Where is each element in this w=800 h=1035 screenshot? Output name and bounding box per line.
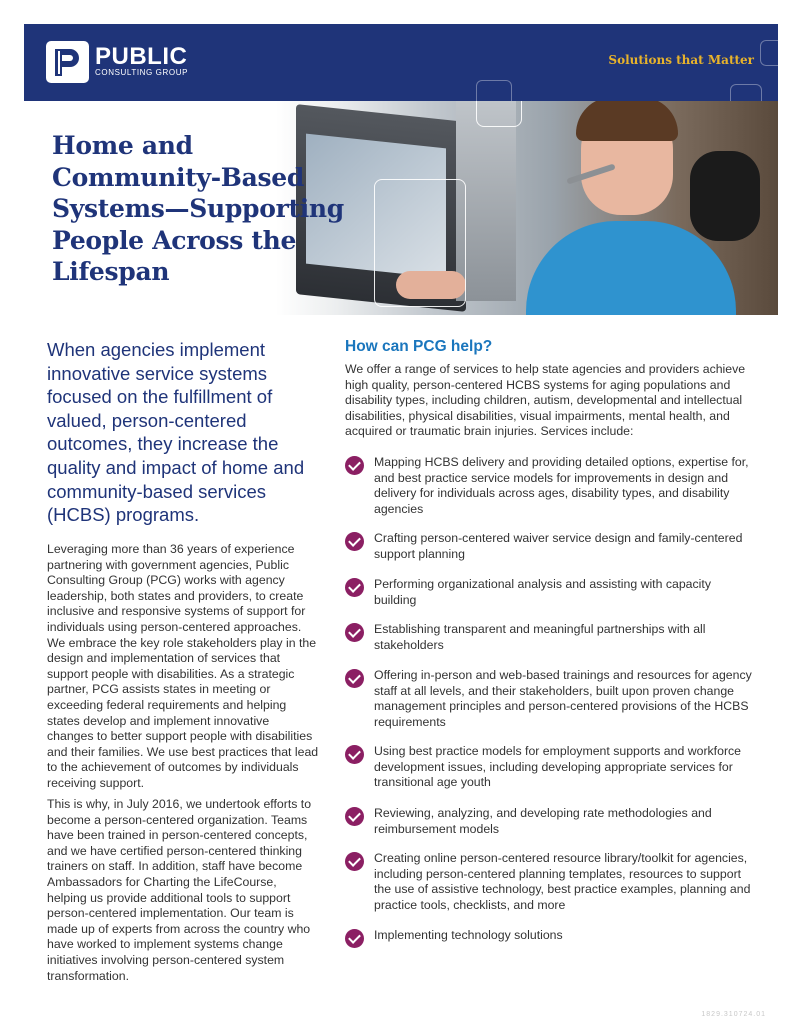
checkmark-icon — [345, 578, 364, 597]
list-item — [345, 622, 755, 653]
list-item — [345, 455, 755, 517]
checkmark-icon — [345, 929, 364, 948]
service-text: Reviewing, analyzing, and developing rate methodologies and reimbursement models — [374, 806, 712, 836]
person-hair — [576, 101, 678, 141]
decorative-frame — [476, 101, 522, 127]
pcg-logo-icon — [46, 41, 89, 83]
decorative-frame — [476, 80, 512, 101]
list-item — [345, 531, 755, 562]
checkmark-icon — [345, 807, 364, 826]
service-text: Mapping HCBS delivery and providing detailed options, expertise for, and best practice service models for improvements in design and delivery for individuals across ages, disability types, and disability agencies — [374, 455, 749, 516]
list-item — [345, 668, 755, 730]
pcg-logo — [46, 41, 188, 83]
logo-subtitle: CONSULTING GROUP — [95, 68, 189, 77]
title-line: Community-Based — [52, 162, 305, 192]
decorative-frame — [760, 40, 778, 66]
service-text: Implementing technology solutions — [374, 928, 563, 942]
checkmark-icon — [345, 532, 364, 551]
decorative-frame — [374, 179, 466, 307]
list-item — [345, 928, 755, 948]
title-line: Lifespan — [52, 257, 170, 287]
list-item — [345, 577, 755, 608]
decorative-frame — [730, 84, 762, 101]
service-text: Offering in-person and web-based trainings and resources for agency staff at all levels, and their stakeholders, built upon proven change management principles and person-centered provisions of the HCBS requirements — [374, 668, 752, 729]
service-text: Performing organizational analysis and assisting with capacity building — [374, 577, 711, 607]
document-code: 1829.310724.01 — [701, 1011, 766, 1018]
service-text: Using best practice models for employment supports and workforce development issues, including developing appropriate services for transitional age youth — [374, 744, 742, 790]
page-title — [52, 130, 352, 288]
checkmark-icon — [345, 852, 364, 871]
service-text: Establishing transparent and meaningful partnerships with all stakeholders — [374, 622, 706, 652]
header-band — [24, 24, 778, 101]
list-item — [345, 744, 755, 791]
title-line: People Across the — [52, 225, 297, 255]
checkmark-icon — [345, 745, 364, 764]
title-line: Home and — [52, 131, 193, 160]
service-text: Crafting person-centered waiver service design and family-centered support planning — [374, 531, 743, 561]
service-text: Creating online person-centered resource library/toolkit for agencies, including person-centered planning templates, resources to support the use of assistive technology, best practice examples, planning and practice tools, checklists, and more — [374, 851, 751, 912]
list-item — [345, 806, 755, 837]
section-heading: How can PCG help? — [345, 338, 493, 355]
list-item — [345, 851, 755, 913]
title-line: Systems—Supporting — [52, 194, 344, 224]
intro-statement: When agencies implement innovative service systems focused on the fulfillment of valued, person-centered outcomes, they increase the quality and impact of home and community-based services (HCBS) programs. — [47, 339, 305, 526]
checkmark-icon — [345, 623, 364, 642]
checkmark-icon — [345, 456, 364, 475]
body-paragraph: Leveraging more than 36 years of experience partnering with government agencies, Public Consulting Group (PCG) works with agency leadership, both states and providers, to create inclusive and responsive systems of support for individuals using person-centered approaches. We embrace the key role stakeholders play in the design and implementation of services that support people with disabilities. As a strategic partner, PCG assists states in meeting or exceeding federal requirements and helping states develop and implement innovative changes to better support people with disabilities and their families. We use best practices that lead to the achievement of outcomes by individuals receiving support. — [47, 542, 319, 790]
checkmark-icon — [345, 669, 364, 688]
body-paragraph: This is why, in July 2016, we undertook efforts to become a person-centered organization. Teams have been trained in person-centered concepts, and we have certified person-centered thinking trainers on staff. In addition, staff have become Ambassadors for Charting the LifeCourse, helping us provide additional tools to support person-centered implementation. Our team is made up of experts from across the country who have worked to implement systems change initiatives involving person-centered system transformation. — [47, 797, 312, 983]
logo-name: PUBLIC — [95, 43, 188, 70]
tagline: Solutions that Matter — [608, 53, 754, 67]
wheelchair-headrest — [690, 151, 760, 241]
section-intro: We offer a range of services to help state agencies and providers achieve high quality, person-centered HCBS systems for aging populations and disability types, including children, autism, developmental and intellectual disabilities, physical disabilities, visual impairments, mental health, and acquired or traumatic brain injuries. Services include: — [345, 362, 746, 439]
